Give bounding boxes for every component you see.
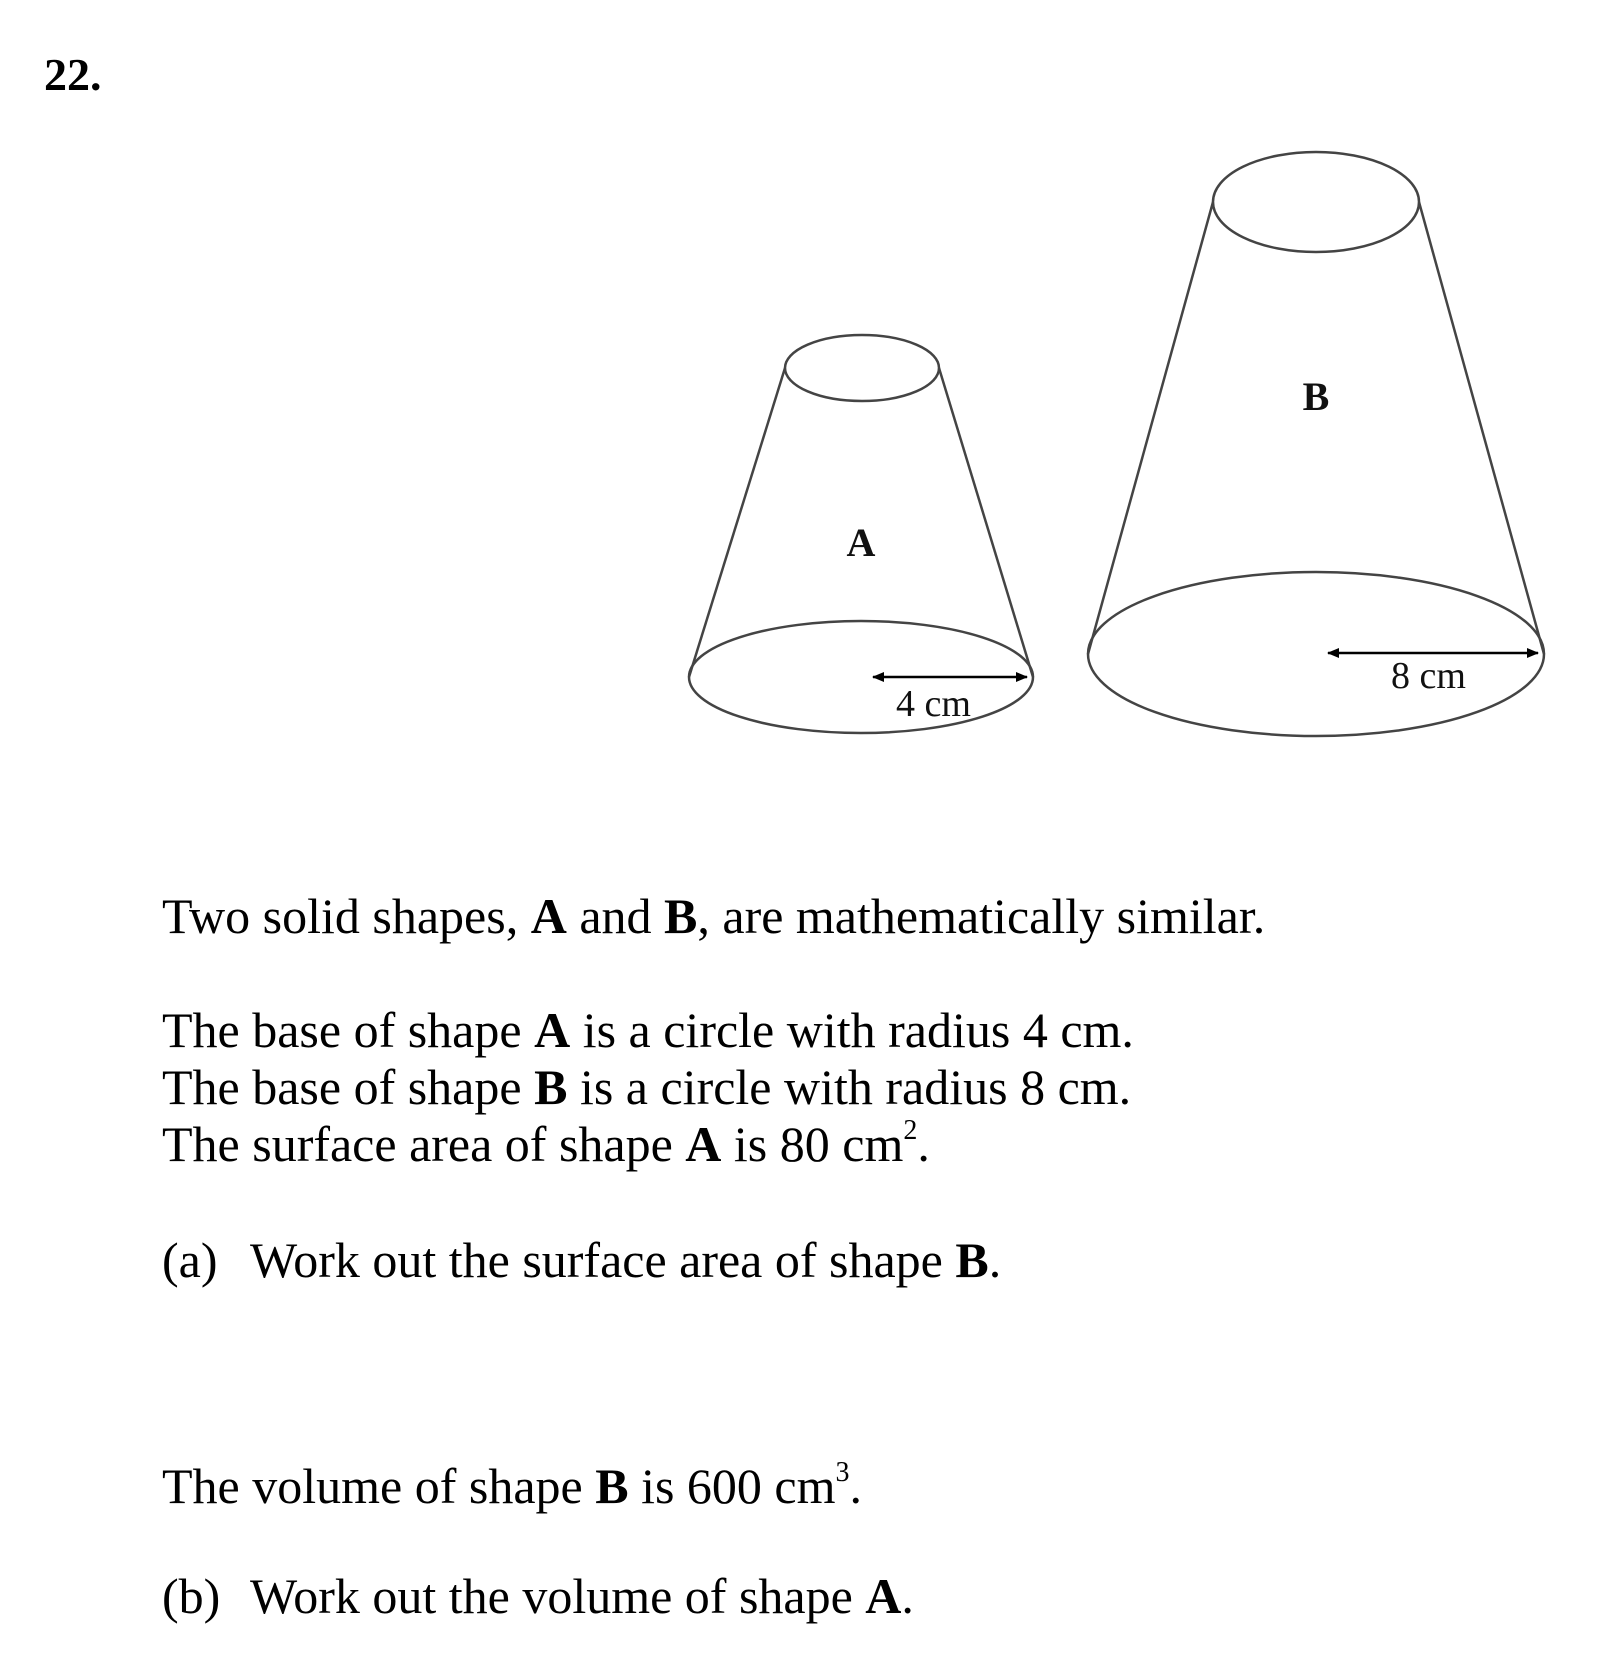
part-b-end: .	[901, 1568, 914, 1624]
volume-text: .	[849, 1458, 862, 1514]
facts-paragraph	[162, 1002, 1134, 1173]
part-b-text: Work out the volume of shape	[250, 1568, 866, 1624]
shape-b-left-edge	[1088, 202, 1213, 654]
part-b-shape: A	[865, 1568, 902, 1624]
shape-b	[1088, 152, 1544, 736]
part-b-label: (b)	[162, 1568, 221, 1624]
fact-shape: B	[534, 1059, 568, 1115]
shape-a-top-ellipse	[785, 335, 939, 401]
volume-text: is 600 cm	[628, 1458, 836, 1514]
volume-text: The volume of shape	[162, 1458, 596, 1514]
fact-text: is a circle with radius 4 cm.	[570, 1002, 1134, 1058]
shape-b-label: B	[1302, 374, 1330, 419]
shape-b-right-edge	[1419, 202, 1544, 654]
part-a-text: Work out the surface area of shape	[250, 1232, 956, 1288]
fact-shape: A	[534, 1002, 571, 1058]
shape-a-radius-label: 4 cm	[896, 683, 971, 725]
fact-line-1	[162, 1002, 1134, 1059]
intro-shape-a: A	[530, 888, 567, 944]
volume-fact	[162, 1458, 862, 1515]
shape-a-label: A	[846, 520, 876, 565]
part-a-end: .	[988, 1232, 1002, 1288]
fact-text: is 80 cm	[721, 1116, 904, 1172]
shape-a-left-edge	[689, 368, 785, 677]
fact-exponent: 2	[903, 1115, 918, 1146]
volume-exponent: 3	[835, 1457, 850, 1488]
intro-text: and	[566, 888, 665, 944]
intro-shape-b: B	[664, 888, 698, 944]
shape-b-radius-label: 8 cm	[1391, 655, 1466, 697]
part-a-shape: B	[955, 1232, 989, 1288]
fact-text: The surface area of shape	[162, 1116, 686, 1172]
intro-paragraph	[162, 888, 1265, 945]
question-number: 22.	[44, 49, 102, 100]
fact-text: .	[917, 1116, 930, 1172]
fact-line-3	[162, 1116, 1134, 1173]
fact-text: The base of shape	[162, 1002, 535, 1058]
intro-text: , are mathematically similar.	[697, 888, 1266, 944]
part-a-label: (a)	[162, 1232, 218, 1288]
similar-frustums-diagram	[0, 0, 1601, 800]
fact-text: The base of shape	[162, 1059, 535, 1115]
fact-text: is a circle with radius 8 cm.	[567, 1059, 1132, 1115]
volume-shape: B	[595, 1458, 629, 1514]
fact-shape: A	[685, 1116, 722, 1172]
shape-b-top-ellipse	[1213, 152, 1419, 252]
part-b-question	[162, 1568, 914, 1625]
intro-text: Two solid shapes,	[162, 888, 531, 944]
part-a-question	[162, 1232, 1001, 1289]
fact-line-2	[162, 1059, 1134, 1116]
